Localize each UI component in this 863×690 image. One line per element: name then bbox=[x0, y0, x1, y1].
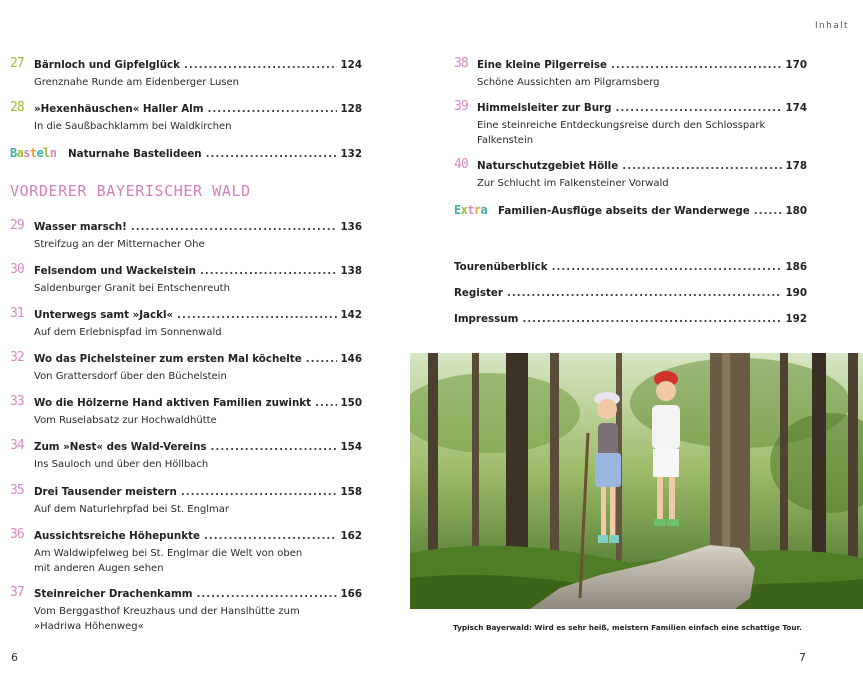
page-ref: 146 bbox=[340, 353, 362, 365]
dot-leader bbox=[507, 287, 782, 299]
tour-subtitle: »Hadriwa Höhenweg« bbox=[34, 621, 144, 632]
tour-title: Unterwegs samt »Jackl« bbox=[34, 309, 174, 321]
page-ref: 186 bbox=[785, 261, 807, 273]
tour-title: Wo die Hölzerne Hand aktiven Familien zuwinkt bbox=[34, 397, 312, 409]
tour-number: 31 bbox=[10, 306, 24, 321]
tour-number: 30 bbox=[10, 262, 24, 277]
toc-entry-extra[interactable] bbox=[454, 205, 807, 221]
tour-subtitle: Auf dem Erlebnispfad im Sonnenwald bbox=[34, 327, 222, 338]
page-ref: 178 bbox=[785, 160, 807, 172]
tour-subtitle: Streifzug an der Mitternacher Ohe bbox=[34, 239, 205, 250]
toc-entry-37[interactable] bbox=[10, 585, 362, 634]
page-number-left: 6 bbox=[11, 651, 18, 664]
page-ref: 180 bbox=[785, 205, 807, 217]
page-ref: 158 bbox=[340, 486, 362, 498]
extra-title: Familien-Ausflüge abseits der Wanderwege bbox=[498, 205, 750, 217]
forest-photo bbox=[410, 353, 863, 609]
tour-title: »Hexenhäuschen« Haller Alm bbox=[34, 103, 204, 115]
basteln-label: Basteln bbox=[10, 146, 57, 160]
tour-number: 28 bbox=[10, 100, 24, 115]
dot-leader bbox=[184, 59, 337, 71]
tour-number: 36 bbox=[10, 527, 24, 542]
tour-title: Naturschutzgebiet Hölle bbox=[477, 160, 619, 172]
page-ref: 142 bbox=[340, 309, 362, 321]
dot-leader bbox=[131, 221, 337, 233]
tour-number: 33 bbox=[10, 394, 24, 409]
dot-leader bbox=[211, 441, 337, 453]
dot-leader bbox=[207, 103, 336, 115]
dot-leader bbox=[306, 353, 337, 365]
page-ref: 170 bbox=[785, 59, 807, 71]
dot-leader bbox=[611, 59, 782, 71]
tour-subtitle: Eine steinreiche Entdeckungsreise durch den Schlosspark bbox=[477, 120, 766, 131]
tour-number: 38 bbox=[454, 56, 468, 71]
tour-title: Eine kleine Pilgerreise bbox=[477, 59, 607, 71]
page-ref: 136 bbox=[340, 221, 362, 233]
page-ref: 128 bbox=[340, 103, 362, 115]
dot-leader bbox=[315, 397, 336, 409]
tour-number: 39 bbox=[454, 99, 468, 114]
dot-leader bbox=[552, 261, 782, 273]
tour-number: 37 bbox=[10, 585, 24, 600]
forest-children-photo bbox=[410, 353, 863, 609]
tour-title: Zum »Nest« des Wald-Vereins bbox=[34, 441, 207, 453]
tour-title: Bärnloch und Gipfelglück bbox=[34, 59, 180, 71]
left-page bbox=[0, 0, 431, 690]
page-ref: 154 bbox=[340, 441, 362, 453]
appendix-entry[interactable] bbox=[454, 287, 807, 303]
tour-title: Wo das Pichelsteiner zum ersten Mal köchelte bbox=[34, 353, 302, 365]
toc-entry-29[interactable] bbox=[10, 218, 362, 252]
tour-title: Himmelsleiter zur Burg bbox=[477, 102, 612, 114]
page-ref: 162 bbox=[340, 530, 362, 542]
dot-leader bbox=[196, 588, 336, 600]
dot-leader bbox=[200, 265, 337, 277]
toc-entry-30[interactable] bbox=[10, 262, 362, 296]
basteln-title: Naturnahe Bastelideen bbox=[68, 148, 202, 160]
page-ref: 174 bbox=[785, 102, 807, 114]
page-number-right: 7 bbox=[799, 651, 806, 664]
tour-number: 34 bbox=[10, 438, 24, 453]
tour-number: 29 bbox=[10, 218, 24, 233]
tour-subtitle: Am Waldwipfelweg bei St. Englmar die Welt von oben bbox=[34, 548, 303, 559]
dot-leader bbox=[754, 205, 782, 217]
toc-entry-27[interactable] bbox=[10, 56, 362, 90]
tour-subtitle: Ins Sauloch und über den Höllbach bbox=[34, 459, 209, 470]
tour-subtitle: Schöne Aussichten am Pilgramsberg bbox=[477, 77, 660, 88]
page-ref: 138 bbox=[340, 265, 362, 277]
page-ref: 192 bbox=[785, 313, 807, 325]
tour-subtitle: Saldenburger Granit bei Entschenreuth bbox=[34, 283, 230, 294]
dot-leader bbox=[522, 313, 781, 325]
page-ref: 190 bbox=[785, 287, 807, 299]
tour-title: Steinreicher Drachenkamm bbox=[34, 588, 193, 600]
toc-entry-36[interactable] bbox=[10, 527, 362, 576]
tour-subtitle: Vom Berggasthof Kreuzhaus und der Hanslhütte zum bbox=[34, 606, 300, 617]
tour-title: Aussichtsreiche Höhepunkte bbox=[34, 530, 200, 542]
tour-subtitle: Grenznahe Runde am Eidenberger Lusen bbox=[34, 77, 240, 88]
dot-leader bbox=[622, 160, 781, 172]
tour-number: 27 bbox=[10, 56, 24, 71]
toc-entry-31[interactable] bbox=[10, 306, 362, 340]
section-heading: VORDERER BAYERISCHER WALD bbox=[10, 182, 251, 200]
tour-title: Felsendom und Wackelstein bbox=[34, 265, 196, 277]
tour-subtitle: Vom Ruselabsatz zur Hochwaldhütte bbox=[34, 415, 217, 426]
toc-entry-32[interactable] bbox=[10, 350, 362, 384]
toc-entry-38[interactable] bbox=[454, 56, 807, 90]
page-ref: 166 bbox=[340, 588, 362, 600]
dot-leader bbox=[206, 148, 337, 160]
dot-leader bbox=[615, 102, 781, 114]
dot-leader bbox=[204, 530, 337, 542]
toc-entry-28[interactable] bbox=[10, 100, 362, 134]
toc-entry-40[interactable] bbox=[454, 157, 807, 191]
toc-entry-basteln[interactable] bbox=[10, 148, 362, 164]
appendix-entry[interactable] bbox=[454, 313, 807, 329]
appendix-title: Impressum bbox=[454, 313, 519, 325]
running-header: Inhalt bbox=[814, 21, 849, 31]
tour-subtitle: Falkenstein bbox=[477, 135, 534, 146]
tour-subtitle: Von Grattersdorf über den Büchelstein bbox=[34, 371, 227, 382]
extra-label: Extra bbox=[454, 203, 488, 217]
tour-subtitle: Zur Schlucht im Falkensteiner Vorwald bbox=[477, 178, 669, 189]
toc-entry-34[interactable] bbox=[10, 438, 362, 472]
tour-title: Wasser marsch! bbox=[34, 221, 127, 233]
toc-entry-33[interactable] bbox=[10, 394, 362, 428]
appendix-title: Register bbox=[454, 287, 503, 299]
appendix-title: Tourenüberblick bbox=[454, 261, 548, 273]
toc-entry-35[interactable] bbox=[10, 483, 362, 517]
appendix-entry[interactable] bbox=[454, 261, 807, 277]
dot-leader bbox=[181, 486, 337, 498]
tour-subtitle: In die Saußbachklamm bei Waldkirchen bbox=[34, 121, 232, 132]
toc-entry-39[interactable] bbox=[454, 99, 807, 148]
page-ref: 132 bbox=[340, 148, 362, 160]
page-ref: 124 bbox=[340, 59, 362, 71]
dot-leader bbox=[177, 309, 336, 321]
photo-caption: Typisch Bayerwald: Wird es sehr heiß, meistern Familien einfach eine schattige Tour. bbox=[453, 623, 802, 632]
tour-title: Drei Tausender meistern bbox=[34, 486, 177, 498]
tour-subtitle: mit anderen Augen sehen bbox=[34, 563, 164, 574]
tour-number: 35 bbox=[10, 483, 24, 498]
tour-number: 32 bbox=[10, 350, 24, 365]
tour-number: 40 bbox=[454, 157, 468, 172]
tour-subtitle: Auf dem Naturlehrpfad bei St. Englmar bbox=[34, 504, 230, 515]
page-ref: 150 bbox=[340, 397, 362, 409]
